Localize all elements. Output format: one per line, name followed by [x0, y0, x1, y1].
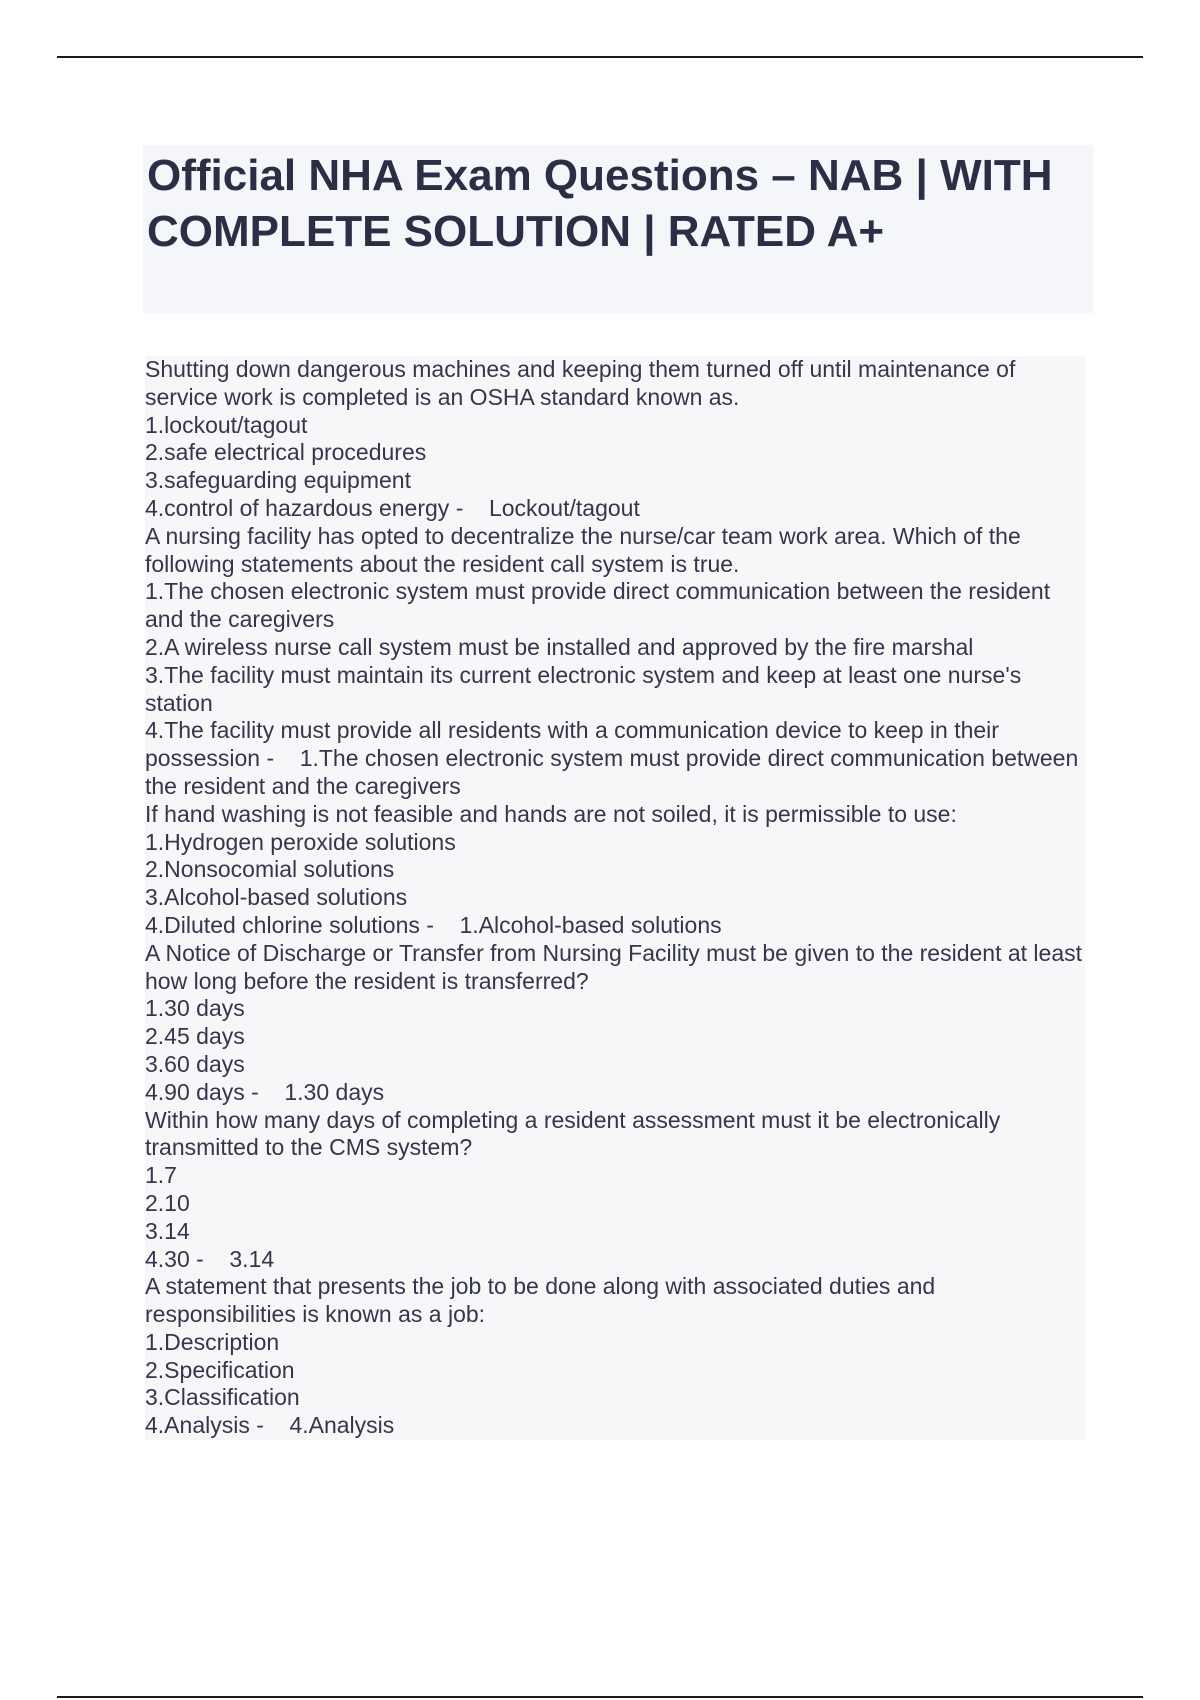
answer-text: 1.The chosen electronic system must provide direct communication between the resident and the caregivers	[145, 745, 1085, 799]
qa-item	[145, 356, 1085, 523]
question-text: If hand washing is not feasible and hands are not soiled, it is permissible to use:	[145, 801, 1085, 829]
question-text: Within how many days of completing a resident assessment must it be electronically transmitted to the CMS system?	[145, 1107, 1085, 1163]
option: 3.14	[145, 1218, 1085, 1246]
bottom-rule	[57, 1696, 1143, 1698]
answer-text: 3.14	[229, 1245, 275, 1272]
answer-separator: -	[260, 745, 300, 772]
option: 1.lockout/tagout	[145, 412, 1085, 440]
option-with-answer	[145, 717, 1085, 800]
answer-text: Lockout/tagout	[488, 494, 640, 521]
option: 3.Classification	[145, 1384, 1085, 1412]
question-text: A statement that presents the job to be done along with associated duties and responsibilities is known as a job:	[145, 1273, 1085, 1329]
answer-separator: -	[449, 494, 489, 521]
option: 4.Analysis	[145, 1412, 250, 1439]
option: 2.Specification	[145, 1357, 1085, 1385]
option: 3.60 days	[145, 1051, 1085, 1079]
title-block	[143, 145, 1093, 313]
answer-text: 4.Analysis	[289, 1412, 395, 1439]
answer-text: 1.Alcohol-based solutions	[459, 911, 722, 938]
option: 4.The facility must provide all residents with a communication device to keep in their possession	[145, 717, 1006, 772]
option: 3.Alcohol-based solutions	[145, 884, 1085, 912]
qa-item	[145, 1273, 1085, 1440]
option: 4.30	[145, 1245, 190, 1272]
option: 3.safeguarding equipment	[145, 467, 1085, 495]
qa-item	[145, 801, 1085, 940]
answer-separator: -	[244, 1078, 285, 1105]
option: 2.Nonsocomial solutions	[145, 856, 1085, 884]
option-with-answer	[145, 1246, 1085, 1274]
answer-separator: -	[419, 911, 460, 938]
option-with-answer	[145, 1079, 1085, 1107]
option: 2.A wireless nurse call system must be installed and approved by the fire marshal	[145, 634, 1085, 662]
qa-item	[145, 523, 1085, 801]
option: 1.7	[145, 1162, 1085, 1190]
option: 2.45 days	[145, 1023, 1085, 1051]
option-with-answer	[145, 495, 1085, 523]
question-text: Shutting down dangerous machines and keeping them turned off until maintenance of service work is completed is an OSHA standard known as.	[145, 356, 1085, 412]
option: 1.Description	[145, 1329, 1085, 1357]
option-with-answer	[145, 912, 1085, 940]
answer-separator: -	[189, 1245, 230, 1272]
option: 2.10	[145, 1190, 1085, 1218]
answer-separator: -	[249, 1412, 290, 1439]
question-text: A nursing facility has opted to decentralize the nurse/car team work area. Which of the following statements about the resident call system is true.	[145, 523, 1085, 579]
option: 1.The chosen electronic system must provide direct communication between the resident and the caregivers	[145, 578, 1085, 634]
top-rule	[57, 56, 1143, 58]
qa-content	[145, 356, 1089, 1440]
option: 3.The facility must maintain its current electronic system and keep at least one nurse's station	[145, 662, 1085, 718]
option: 4.control of hazardous energy	[145, 494, 450, 521]
document-title: Official NHA Exam Questions – NAB | WITH COMPLETE SOLUTION | RATED A+	[147, 151, 1053, 256]
option: 4.90 days	[145, 1078, 245, 1105]
option-with-answer	[145, 1412, 1085, 1440]
option: 2.safe electrical procedures	[145, 439, 1085, 467]
question-text: A Notice of Discharge or Transfer from Nursing Facility must be given to the resident at least how long before the resident is transferred?	[145, 939, 1089, 994]
option: 1.Hydrogen peroxide solutions	[145, 829, 1085, 857]
qa-item	[145, 939, 1089, 1107]
qa-item	[145, 1107, 1085, 1274]
option: 1.30 days	[145, 995, 1085, 1023]
option: 4.Diluted chlorine solutions	[145, 911, 420, 938]
answer-text: 1.30 days	[284, 1078, 385, 1105]
